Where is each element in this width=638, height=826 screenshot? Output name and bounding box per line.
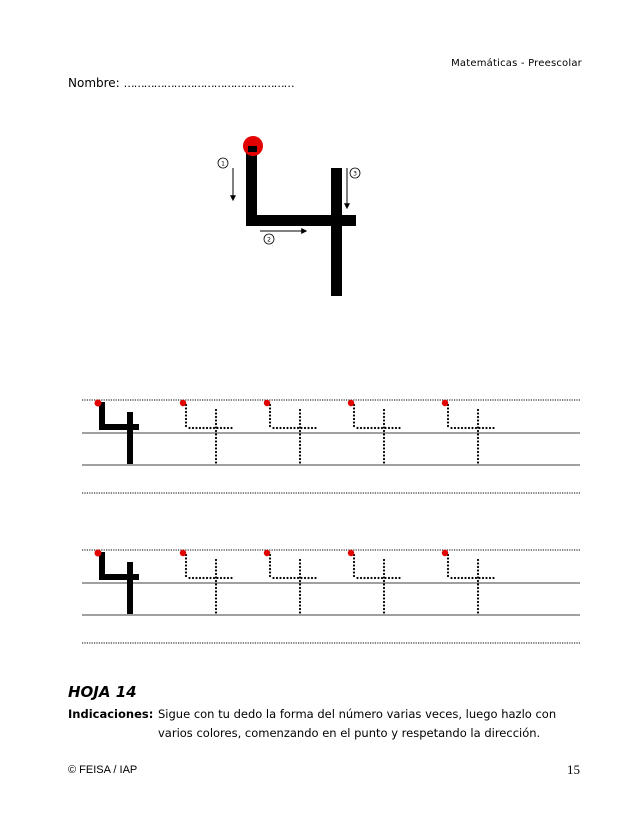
- step-2-label: 2: [267, 236, 271, 244]
- start-dot[interactable]: [442, 550, 448, 556]
- instructions-label: Indicaciones:: [68, 707, 154, 721]
- copyright-footer: © FEISA / IAP: [68, 764, 138, 776]
- start-dot[interactable]: [264, 400, 270, 406]
- demo-four-stem-stroke: [331, 168, 342, 296]
- instructions-text-line-2: varios colores, comenzando en el punto y respetando la dirección.: [158, 726, 541, 740]
- practice-row: [82, 400, 580, 494]
- dotted-four[interactable]: [180, 550, 233, 614]
- dotted-four[interactable]: [348, 400, 401, 464]
- model-four: [95, 550, 140, 615]
- subject-header: Matemáticas - Preescolar: [451, 58, 582, 69]
- name-blank[interactable]: ……………………………………………: [123, 77, 294, 90]
- page-number: 15: [567, 762, 580, 777]
- sheet-title: HOJA 14: [68, 683, 137, 701]
- start-dot[interactable]: [95, 550, 102, 557]
- model-four: [95, 400, 140, 465]
- instructions-text-line-1: Sigue con tu dedo la forma del número varias veces, luego hazlo con: [158, 707, 557, 721]
- name-label: Nombre:: [68, 76, 120, 90]
- step-1-label: 1: [221, 160, 225, 168]
- dotted-four[interactable]: [180, 400, 233, 464]
- practice-row: [82, 550, 580, 644]
- start-dot[interactable]: [348, 400, 354, 406]
- dotted-four[interactable]: [348, 550, 401, 614]
- dotted-four[interactable]: [442, 400, 495, 464]
- practice-rows: [82, 400, 580, 644]
- start-dot[interactable]: [180, 400, 186, 406]
- step-3-label: 3: [353, 170, 357, 178]
- start-dot[interactable]: [180, 550, 186, 556]
- start-dot[interactable]: [95, 400, 102, 407]
- dotted-four[interactable]: [264, 400, 317, 464]
- dotted-four[interactable]: [442, 550, 495, 614]
- dotted-four[interactable]: [264, 550, 317, 614]
- demo-four: [243, 136, 356, 296]
- demo-four-vertical-stroke: [246, 148, 257, 226]
- start-dot[interactable]: [348, 550, 354, 556]
- start-dot[interactable]: [442, 400, 448, 406]
- start-dot[interactable]: [264, 550, 270, 556]
